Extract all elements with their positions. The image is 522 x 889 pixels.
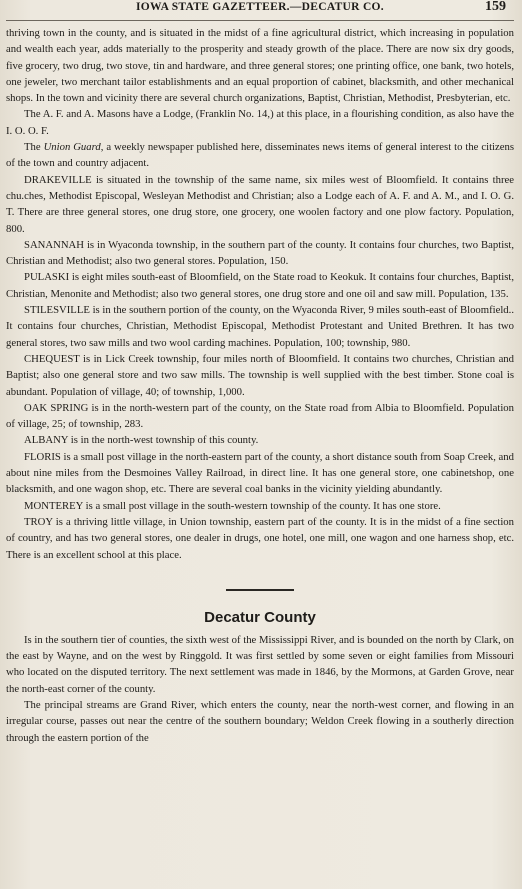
paragraph-monterey: MONTEREY is a small post village in the south-western township of the county. It has one store. — [24, 499, 441, 512]
paragraph-county-intro: Is in the southern tier of counties, the sixth west of the Mississippi River, and is bounded on the north by Clark, on the east by Wayne, and on the west by Ringgold. It was first settled by some seven or eight families from Missouri who located on the disputed territory. The next settlement was made in 1846, by the Mormons, at Garden Grove, near the north-east corner of the county. — [6, 633, 514, 695]
section-text — [6, 632, 514, 746]
paragraph-union-guard — [6, 139, 514, 172]
paragraph-sanannah: SANANNAH is in Wyaconda township, in the southern part of the county. It contains four churches, two Baptist, Christian and Methodist; also two general stores. Population, 150. — [6, 238, 514, 268]
paragraph-chequest: CHEQUEST is in Lick Creek township, four miles north of Bloomfield. It contains two churches, Christian and Baptist; also one general store and two saw mills. The township is well supplied with the best timber. Stone coal is abundant. Population of village, 40; of township, 1,000. — [6, 352, 514, 398]
paragraph-masons-lodge: The A. F. and A. Masons have a Lodge, (Franklin No. 14,) at this place, in a flourishing condition, as also have the I. O. O. F. — [6, 108, 514, 137]
paragraph-stilesville: STILESVILLE is in the southern portion of the county, on the Wyaconda River, 9 miles south-east of Bloomfield.. It contains four churches, Christian, Methodist Episcopal, Methodist Protestant and United Brethren. It has two general stores, two saw mills and two wool carding machines. Population, 100; township, 980. — [6, 304, 514, 349]
paragraph-pulaski: PULASKI is eight miles south-east of Bloomfield, on the State road to Keokuk. It contains four churches, Baptist, Christian, Menonite and Methodist; also two general stores, one drug store and one oil and saw mill. Population, 135. — [6, 271, 514, 300]
paragraph-drakeville: DRAKEVILLE is situated in the township of the same name, six miles west of Bloomfield. It contains three chu.ches, Methodist Episcopal, Wesleyan Methodist and Christian; also a Lodge each of A. F. and A. M., and I. O. G. T. There are three general stores, one drug store, one grocery, one woolen factory and one plow factory. Population, 800. — [6, 173, 514, 235]
union-guard-lead: The — [24, 141, 44, 154]
union-guard-rest: , a weekly newspaper published here, disseminates news items of general interest to the citizens of the town and country adjacent. — [6, 141, 514, 170]
paragraph-town-description: thriving town in the county, and is situated in the midst of a fine agricultural district, which increasing in population and wealth each year, adds materially to the prosperity and steady growth of the place. There are now six dry goods, five grocery, two drug, two stove, tin and hardware, and three general stores; one printing office, one bank, two hotels, one jeweler, two merchant tailor establishments and an equal proportion of cabinet, blacksmith, and other mechanical shops. In the town and vicinity there are several church organizations, Baptist, Christian, Methodist, Presbyterian, etc. — [6, 27, 514, 105]
paragraph-oak-spring: OAK SPRING is in the north-western part of the county, on the State road from Albia to Bloomfield. Population of village, 25; of township, 283. — [6, 401, 514, 431]
page-number: 159 — [485, 0, 506, 14]
paragraph-floris: FLORIS is a small post village in the north-eastern part of the county, a short distance south from Soap Creek, and about nine miles from the Desmoines Valley Railroad, in direct line. It has one general store, one cabinetshop, one blacksmith, and one wagon shop, etc. There are several coal banks in the vicinity yielding abundantly. — [6, 450, 514, 496]
page-header — [6, 0, 514, 21]
union-guard-name: Union Guard — [43, 141, 101, 154]
section-title: Decatur County — [204, 608, 316, 626]
paragraph-albany: ALBANY is in the north-west township of this county. — [24, 434, 259, 447]
paragraph-troy: TROY is a thriving little village, in Union township, eastern part of the county. It is in the midst of a fine section of country, and has two general stores, one dealer in drugs, one hotel, one mill, one wagon and one harness shop, etc. There is an excellent school at this place. — [6, 515, 514, 561]
section-divider — [226, 589, 294, 591]
running-head: IOWA STATE GAZETTEER.—DECATUR CO. — [136, 1, 384, 13]
paragraph-county-streams: The principal streams are Grand River, which enters the county, near the north-west corner, and flowing in an irregular course, passes out near the centre of the southern boundary; Weldon Creek flowing in a southerly direction through the eastern portion of the — [6, 698, 514, 744]
body-text — [6, 25, 514, 563]
